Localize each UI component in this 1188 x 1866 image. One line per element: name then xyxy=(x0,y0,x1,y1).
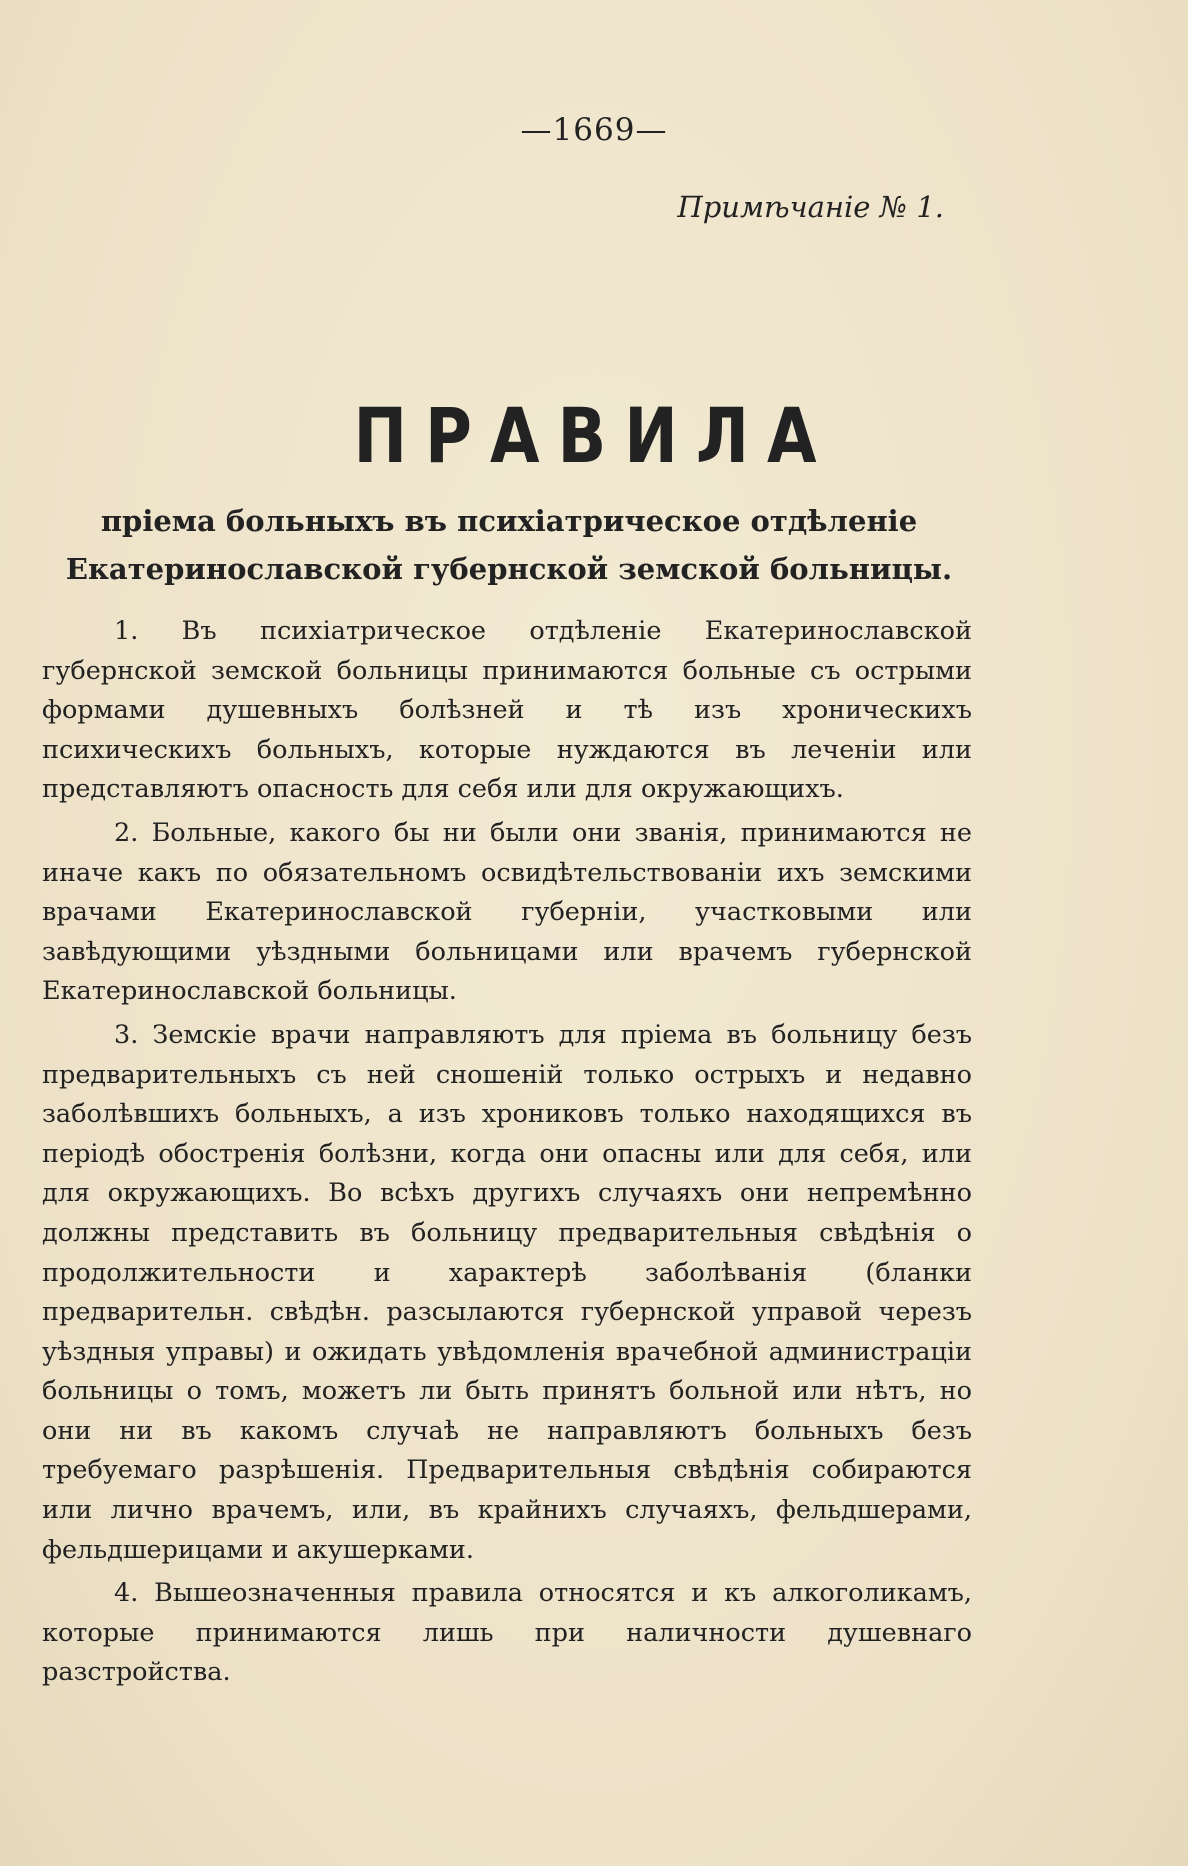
page-number: —1669— xyxy=(520,112,668,148)
rule-paragraph-3: 3. Земскіе врачи направляютъ для пріема въ больницу безъ предварительныхъ съ ней сношеній только острыхъ и недавно заболѣвшихъ больныхъ, а изъ хрониковъ только находящихся въ періодѣ обостренія болѣзни, когда они опасны или для себя, или для окружающихъ. Во всѣхъ другихъ случаяхъ они непремѣнно должны представить въ больницу предварительныя свѣдѣнія о продолжительности и характерѣ заболѣванія (бланки предварительн. свѣдѣн. разсылаются губернской управой черезъ уѣздныя управы) и ожидать увѣдомленія врачебной администраціи больницы о томъ, можетъ ли быть принятъ больной или нѣтъ, но они ни въ какомъ случаѣ не направляютъ больныхъ безъ требуемаго разрѣшенія. Предварительныя свѣдѣнія собираются или лично врачемъ, или, въ крайнихъ случаяхъ, фельдшерами, фельдшерицами и акушерками. xyxy=(42,1019,972,1565)
rule-paragraph-4: 4. Вышеозначенныя правила относятся и къ алкоголикамъ, которые принимаются лишь при наличности душевнаго разстройства. xyxy=(42,1578,972,1688)
rules-body xyxy=(42,612,972,1697)
note-label: Примѣчаніе № 1. xyxy=(677,190,944,224)
rule-paragraph-1: 1. Въ психіатрическое отдѣленіе Екатеринославской губернской земской больницы принимаются больные съ острыми формами душевныхъ болѣзней и тѣ изъ хроническихъ психическихъ больныхъ, которые нуждаются въ леченіи или представляютъ опасность для себя или для окружающихъ. xyxy=(42,616,972,805)
document-title: ПРАВИЛА xyxy=(353,393,835,481)
rule-paragraph-2: 2. Больные, какого бы ни были они званія, принимаются не иначе какъ по обязательномъ освидѣтельствованіи ихъ земскими врачами Екатеринославской губерніи, участковыми или завѣдующими уѣздными больницами или врачемъ губернской Екатеринославской больницы. xyxy=(42,817,972,1007)
document-subtitle: пріема больныхъ въ психіатрическое отдѣленіе Екатеринославской губернской земской больницы. xyxy=(65,504,953,586)
